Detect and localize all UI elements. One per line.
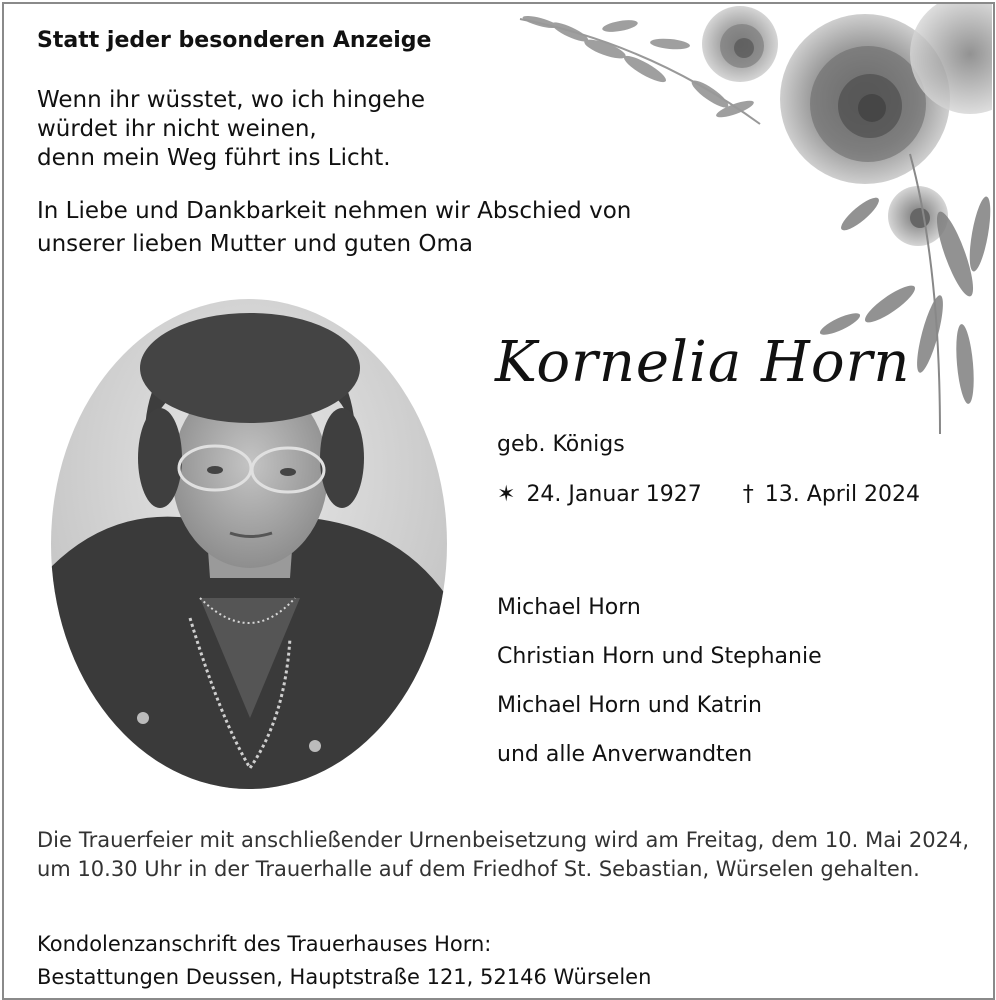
poem-line: denn mein Weg führt ins Licht.: [37, 145, 391, 171]
life-dates: [497, 482, 924, 507]
intro-line: unserer lieben Mutter und guten Oma: [37, 231, 474, 257]
death-date: 13. April 2024: [764, 482, 921, 507]
birth-name: geb. Königs: [497, 432, 625, 457]
birth-star-icon: ✶: [497, 482, 516, 507]
service-details: Die Trauerfeier mit anschließender Urnenbeisetzung wird am Freitag, dem 10. Mai 2024, um 10.30 Uhr in der Trauerhalle auf dem Friedhof St. Sebastian, Würselen gehalten.: [37, 828, 969, 881]
condolence-line: Kondolenzanschrift des Trauerhauses Horn:: [37, 932, 492, 956]
poem-line: würdet ihr nicht weinen,: [37, 116, 317, 142]
poem-line: Wenn ihr wüsstet, wo ich hingehe: [37, 87, 426, 113]
intro-line: In Liebe und Dankbarkeit nehmen wir Abschied von: [37, 198, 632, 224]
family-member: Christian Horn und Stephanie: [497, 644, 822, 669]
family-member: Michael Horn: [497, 595, 641, 620]
family-list: [497, 592, 822, 788]
family-member: Michael Horn und Katrin: [497, 693, 762, 718]
condolence-line: Bestattungen Deussen, Hauptstraße 121, 52146 Würselen: [37, 965, 652, 989]
deceased-name: Kornelia Horn: [495, 330, 911, 395]
birth-date: 24. Januar 1927: [526, 482, 702, 507]
family-member: und alle Anverwandten: [497, 742, 753, 767]
death-cross-icon: †: [742, 482, 754, 507]
condolence-address: [37, 928, 651, 994]
notice-heading: Statt jeder besonderen Anzeige: [37, 28, 432, 53]
portrait-photo: [50, 298, 448, 791]
intro-text: [37, 195, 631, 261]
poem: [37, 86, 425, 173]
